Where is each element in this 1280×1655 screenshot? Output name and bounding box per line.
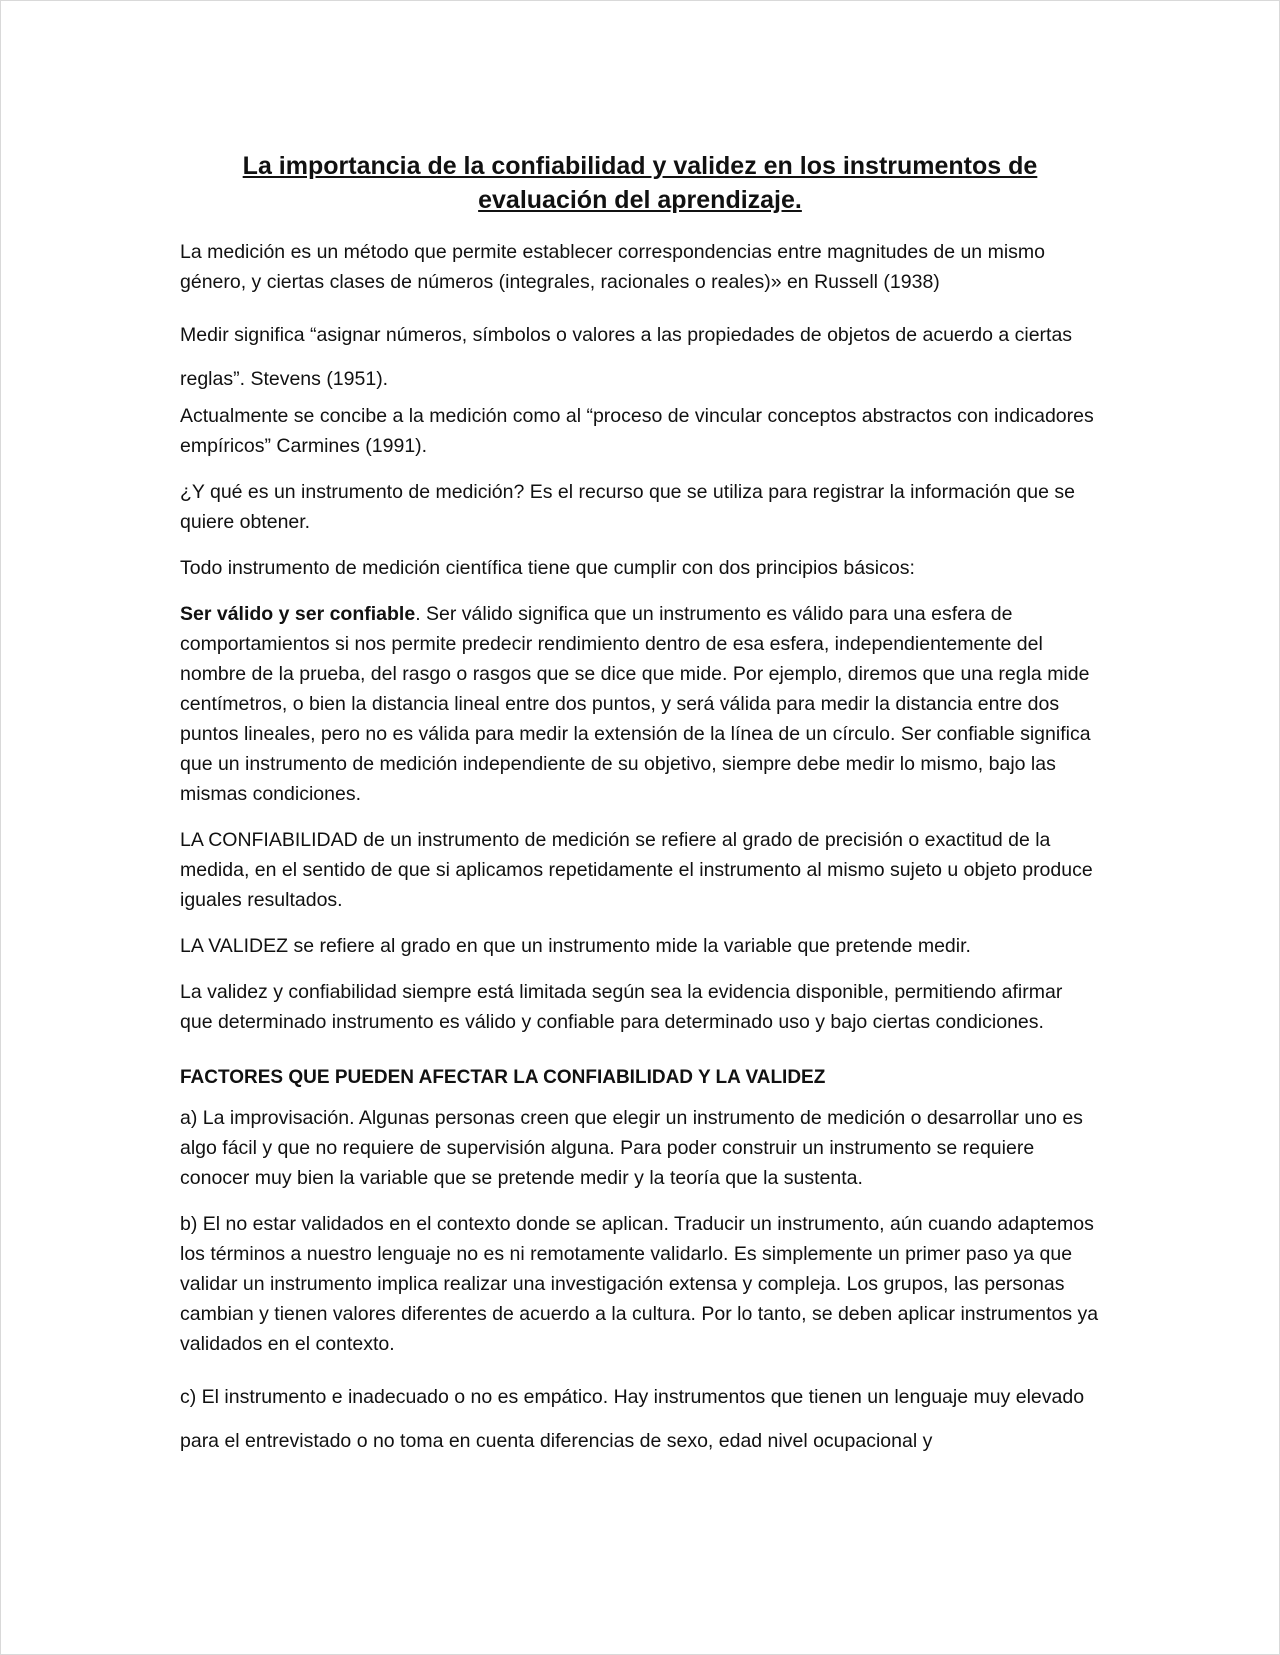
- paragraph-measure-meaning: Medir significa “asignar números, símbolos o valores a las propiedades de objetos de acuerdo a ciertas reglas”. Stevens (1951).: [180, 324, 1073, 390]
- factor-a: a) La improvisación. Algunas personas creen que elegir un instrumento de medición o desarrollar uno es algo fácil y que no requiere de supervisión alguna. Para poder construir un instrumento se requiere conocer muy bien la variable que se pretende medir y la teoría que la sustenta.: [180, 1107, 1083, 1189]
- factors-heading: FACTORES QUE PUEDEN AFECTAR LA CONFIABILIDAD Y LA VALIDEZ: [180, 1067, 826, 1088]
- document-body: [180, 149, 1100, 1463]
- paragraph-reliability: LA CONFIABILIDAD de un instrumento de medición se refiere al grado de precisión o exactitud de la medida, en el sentido de que si aplicamos repetidamente el instrumento al mismo sujeto u objeto produce iguales resultados.: [180, 829, 1093, 911]
- valid-reliable-text: . Ser válido significa que un instrumento es válido para una esfera de comportamientos si nos permite predecir rendimiento dentro de esa esfera, independientemente del nombre de la prueba, del rasgo o rasgos que se dice que mide. Por ejemplo, diremos que una regla mide centímetros, o bien la distancia lineal entre dos puntos, y será válida para medir la distancia entre dos puntos lineales, pero no es válida para medir la extensión de la línea de un círculo. Ser confiable significa que un instrumento de medición independiente de su objetivo, siempre debe medir lo mismo, bajo las mismas condiciones.: [180, 603, 1091, 805]
- valid-reliable-bold: Ser válido y ser confiable: [180, 603, 416, 625]
- title-line-1: La importancia de la confiabilidad y validez en los instrumentos de: [242, 152, 1038, 180]
- paragraph-limitations: La validez y confiabilidad siempre está limitada según sea la evidencia disponible, permitiendo afirmar que determinado instrumento es válido y confiable para determinado uso y bajo ciertas condiciones.: [180, 981, 1063, 1033]
- factor-b: b) El no estar validados en el contexto donde se aplican. Traducir un instrumento, aún cuando adaptemos los términos a nuestro lenguaje no es ni remotamente validarlo. Es simplemente un primer paso ya que validar un instrumento implica realizar una investigación extensa y compleja. Los grupos, las personas cambian y tienen valores diferentes de acuerdo a la cultura. Por lo tanto, se deben aplicar instrumentos ya validados en el contexto.: [180, 1213, 1099, 1355]
- paragraph-validity: LA VALIDEZ se refiere al grado en que un instrumento mide la variable que pretende medir.: [180, 935, 971, 957]
- document-title: [180, 149, 1100, 217]
- factor-c: c) El instrumento e inadecuado o no es empático. Hay instrumentos que tienen un lenguaje muy elevado para el entrevistado o no toma en cuenta diferencias de sexo, edad nivel ocupacional y: [180, 1386, 1085, 1452]
- paragraph-instrument-question: ¿Y qué es un instrumento de medición? Es el recurso que se utiliza para registrar la información que se quiere obtener.: [180, 481, 1075, 533]
- paragraph-basic-principles: Todo instrumento de medición científica tiene que cumplir con dos principios básicos:: [180, 557, 915, 579]
- paragraph-valid-reliable: [180, 599, 1100, 809]
- title-line-2: evaluación del aprendizaje.: [478, 186, 802, 214]
- paragraph-current-concept: Actualmente se concibe a la medición como al “proceso de vincular conceptos abstractos con indicadores empíricos” Carmines (1991).: [180, 405, 1094, 457]
- paragraph-measurement-definition: La medición es un método que permite establecer correspondencias entre magnitudes de un mismo género, y ciertas clases de números (integrales, racionales o reales)» en Russell (1938): [180, 241, 1045, 293]
